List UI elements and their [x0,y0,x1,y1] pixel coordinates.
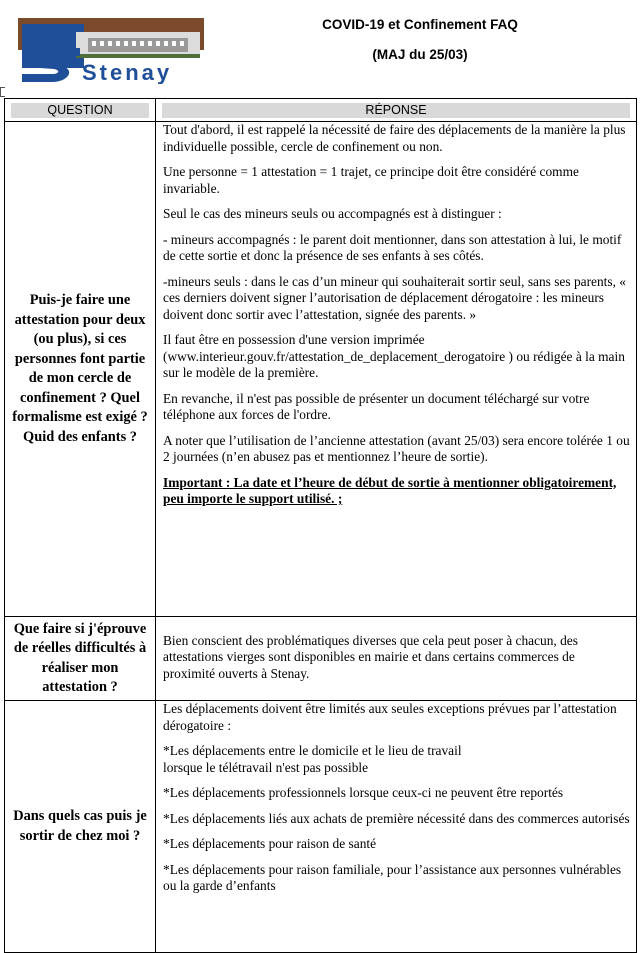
answer-paragraph: *Les déplacements pour raison de santé [163,836,377,851]
answer-paragraph: Il faut être en possession d'une version imprimée (www.interieur.gouv.fr/attestation_de_deplacement_derogatoire ) ou rédigée à la main sur le modèle de la première. [163,332,625,380]
answer-paragraph: *Les déplacements entre le domicile et le lieu de travail lorsque le télétravail n'est pas possible [163,743,462,775]
header-question-label: QUESTION [11,103,149,118]
important-note: Important : La date et l’heure de début de sortie à mentionner obligatoirement, peu importe le support utilisé. ; [163,474,617,506]
stenay-logo [18,18,204,84]
question-cell: Puis-je faire une attestation pour deux (ou plus), si ces personnes font partie de mon cercle de confinement ? Quel formalisme est exigé ? Quid des enfants ? [5,122,156,617]
answer-paragraph: A noter que l’utilisation de l’ancienne attestation (avant 25/03) sera encore tolérée 1 ou 2 journées (n’en abusez pas et mentionnez l’heure de sortie). [163,432,630,464]
answer-cell [156,701,637,953]
answer-paragraph: Bien conscient des problématiques diverses que cela peut poser à chacun, des attestations vierges sont disponibles en mairie et dans certains commerces de proximité ouverts à Stenay. [163,632,578,681]
table-header-row [5,99,637,122]
answer-cell [156,122,637,617]
answer-paragraph: Une personne = 1 attestation = 1 trajet, ce principe doit être considéré comme invariable. [163,164,579,196]
document-title [290,10,550,70]
answer-paragraph: -mineurs seuls : dans le cas d’un mineur qui souhaiterait sortir seul, sans ses parents, « ces derniers doivent signer l’autorisation de déplacement dérogatoire : les mineurs doivent donc sortir avec l’attestation, signée des parents. » [163,273,626,322]
table-row [5,617,637,701]
answer-paragraph: Tout d'abord, il est rappelé la nécessité de faire des déplacements de la manière la plus individuelle possible, cercle de confinement ou non. [163,122,626,154]
answer-paragraph: - mineurs accompagnés : le parent doit mentionner, dans son attestation à lui, le motif de cette sortie et donc la présence de ses enfants à ses côtés. [163,231,622,263]
answer-paragraph: *Les déplacements professionnels lorsque ceux-ci ne peuvent être reportés [163,785,564,800]
table-row [5,701,637,953]
answer-cell [156,617,637,701]
corner-mark [0,87,5,97]
header-question [5,99,156,122]
answer-paragraph: En revanche, il n'est pas possible de présenter un document téléchargé sur votre téléphone aux forces de l'ordre. [163,390,590,422]
header-answer-label: RÉPONSE [162,103,630,118]
answer-paragraph: *Les déplacements liés aux achats de première nécessité dans des commerces autorisés [163,810,630,826]
faq-table [4,98,637,953]
answer-paragraph: *Les déplacements pour raison familiale, pour l’assistance aux personnes vulnérables ou la garde d’enfants [163,861,622,893]
answer-paragraph: Les déplacements doivent être limités aux seules exceptions prévues par l’attestation dérogatoire : [163,701,617,733]
logo-wordmark: Stenay [82,60,173,84]
question-cell: Que faire si j'éprouve de réelles difficultés à réaliser mon attestation ? [5,617,156,701]
question-cell: Dans quels cas puis je sortir de chez moi ? [5,701,156,953]
answer-paragraph: Seul le cas des mineurs seuls ou accompagnés est à distinguer : [163,206,502,221]
table-row [5,122,637,617]
header-answer [156,99,637,122]
title-line-1: COVID-19 et Confinement FAQ [322,17,518,32]
title-line-2: (MAJ du 25/03) [372,47,468,62]
